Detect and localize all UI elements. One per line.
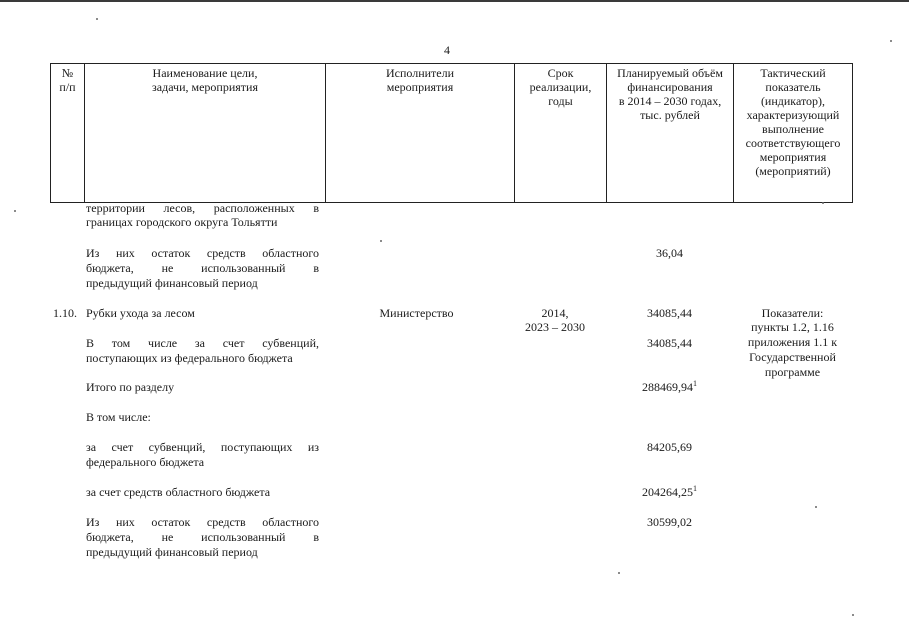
item-indicator-line-1: Показатели: — [761, 306, 824, 320]
header-executors: Исполнители мероприятия — [326, 64, 515, 203]
federal2-value: 84205,69 — [647, 440, 692, 454]
remainder1-line-3: предыдущий финансовый период — [86, 276, 258, 290]
federal-line-2: поступающих из федерального бюджета — [86, 351, 293, 365]
continuation-line-2: границах городского округа Тольятти — [86, 215, 278, 229]
total-value: 288469,94 — [642, 380, 693, 394]
header-funding: Планируемый объём финансирования в 2014 – 2030 годах, тыс. рублей — [607, 64, 734, 203]
federal-value: 34085,44 — [647, 336, 692, 350]
remainder1-line-2: бюджета, не использованный в — [86, 261, 319, 275]
regional-label: за счет средств областного бюджета — [86, 485, 271, 499]
scan-speck — [618, 572, 620, 574]
remainder2-line-1: Из них остаток средств областного — [86, 515, 319, 529]
item-indicator-line-2: пункты 1.2, 1.16 — [751, 320, 834, 334]
item-indicator-line-3: приложения 1.1 к — [747, 335, 838, 349]
page-number: 4 — [444, 43, 450, 57]
federal2-line-1: за счет субвенций, поступающих из — [86, 440, 319, 454]
top-border-line — [0, 0, 909, 2]
continuation-line-1: территории лесов, расположенных в — [86, 201, 319, 215]
remainder2-line-2: бюджета, не использованный в — [86, 530, 319, 544]
item-name: Рубки ухода за лесом — [86, 306, 195, 320]
item-executor: Министерство — [379, 306, 454, 320]
scan-speck — [852, 614, 854, 616]
scan-speck — [822, 202, 824, 204]
scan-speck — [815, 506, 817, 508]
scan-speck — [380, 240, 382, 242]
item-value: 34085,44 — [647, 306, 692, 320]
remainder2-value: 30599,02 — [647, 515, 692, 529]
scan-speck — [14, 210, 16, 212]
header-num: № п/п — [51, 64, 85, 203]
federal-line-1: В том числе за счет субвенций, — [86, 336, 319, 350]
scan-speck — [890, 40, 892, 42]
header-term: Срок реализации, годы — [515, 64, 607, 203]
item-term-line-2: 2023 – 2030 — [525, 320, 585, 334]
remainder1-value: 36,04 — [656, 246, 683, 260]
regional-value: 204264,25 — [642, 485, 693, 499]
including-label: В том числе: — [86, 410, 151, 424]
header-indicator: Тактический показатель (индикатор), характеризующий выполнение соответствующего мероприятия (мероприятий) — [734, 64, 853, 203]
item-term-line-1: 2014, — [541, 306, 569, 320]
remainder1-line-1: Из них остаток средств областного — [86, 246, 319, 260]
item-indicator-line-5: программе — [764, 365, 821, 379]
total-value-cell — [606, 380, 733, 394]
regional-value-cell — [606, 485, 733, 499]
scan-speck — [96, 18, 98, 20]
total-footnote-mark: 1 — [693, 379, 697, 388]
header-name: Наименование цели, задачи, мероприятия — [85, 64, 326, 203]
total-label: Итого по разделу — [86, 380, 175, 394]
remainder2-line-3: предыдущий финансовый период — [86, 545, 258, 559]
federal2-line-2: федерального бюджета — [86, 455, 205, 469]
table-header — [50, 63, 853, 203]
regional-footnote-mark: 1 — [693, 484, 697, 493]
item-indicator-line-4: Государственной — [749, 350, 836, 364]
item-number: 1.10. — [53, 306, 77, 320]
